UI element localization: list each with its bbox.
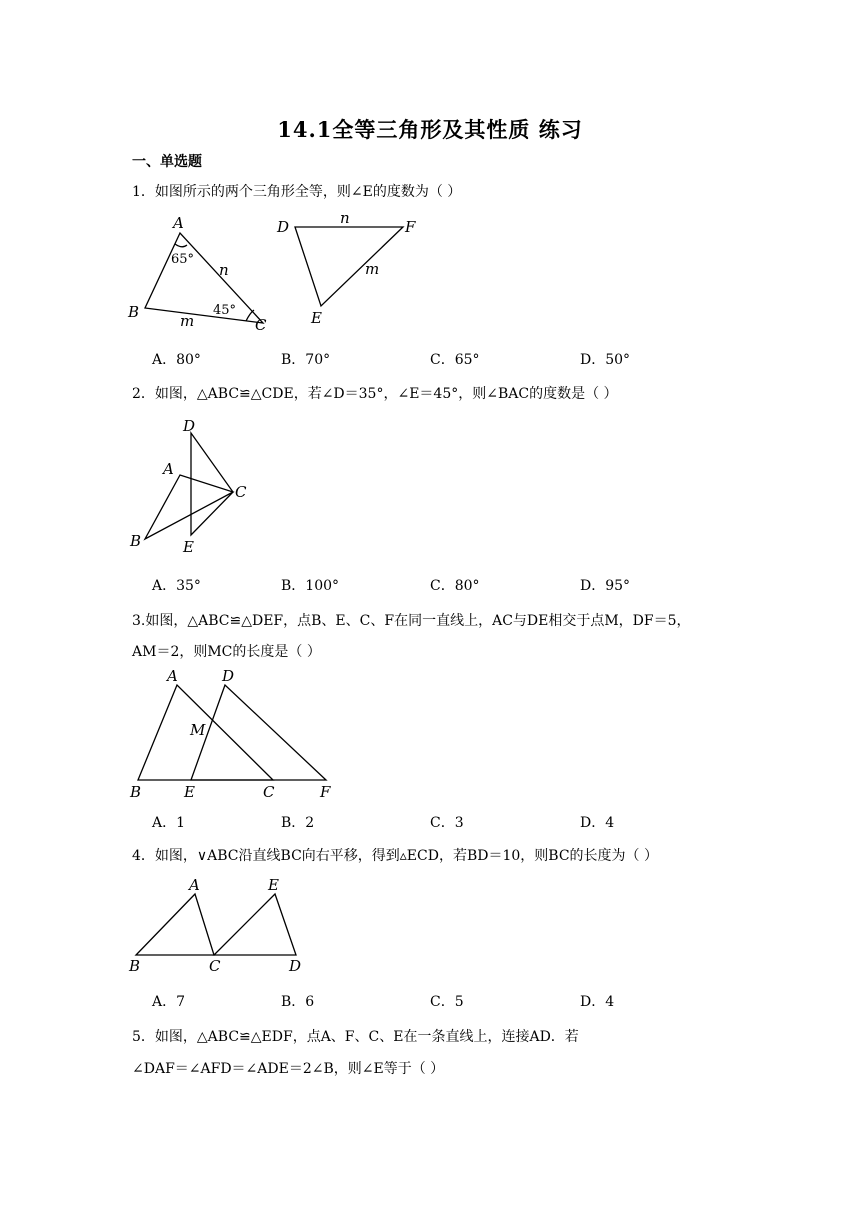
question-2-figure — [125, 415, 265, 560]
vertex-e-label: E — [268, 876, 279, 894]
triangle-cde — [191, 433, 233, 535]
question-3-option-a: A．1 — [152, 815, 186, 831]
question-3-option-c: C．3 — [430, 815, 464, 831]
question-4-option-a: A．7 — [152, 994, 186, 1010]
question-1-option-c: C．65° — [430, 352, 480, 368]
angle-a-arc — [175, 244, 187, 247]
vertex-d-label: D — [277, 218, 290, 236]
question-2-option-c: C．80° — [430, 578, 480, 594]
question-2-option-a: A．35° — [152, 578, 201, 594]
question-1-option-b: B．70° — [281, 352, 331, 368]
triangle-abc — [145, 475, 233, 539]
vertex-b-label: B — [130, 532, 142, 550]
vertex-a-label: A — [173, 214, 184, 232]
question-3-option-d: D．4 — [580, 815, 615, 831]
vertex-e-label: E — [311, 309, 322, 327]
triangle-abc — [145, 233, 263, 323]
section-heading: 一、单选题 — [132, 154, 202, 170]
vertex-b-label: B — [129, 957, 141, 975]
vertex-d-label: D — [289, 957, 302, 975]
vertex-a-label: A — [189, 876, 200, 894]
question-2-option-b: B．100° — [281, 578, 340, 594]
triangle-abc — [138, 685, 273, 780]
vertex-e-label: E — [183, 538, 194, 556]
angle-c-arc — [246, 310, 254, 321]
angle-65-label: 65° — [171, 252, 195, 267]
vertex-d-label: D — [222, 667, 235, 685]
vertex-c-label: C — [209, 957, 221, 975]
vertex-f-label: F — [405, 218, 416, 236]
question-4-figure — [125, 870, 315, 980]
question-3-option-b: B．2 — [281, 815, 315, 831]
triangle-def — [295, 227, 403, 306]
question-3-stem-line2: AM＝2，则MC的长度是（ ） — [132, 644, 321, 660]
question-1-figure — [125, 205, 425, 335]
side-m-label-2: m — [365, 260, 380, 278]
vertex-d-label: D — [183, 417, 196, 435]
vertex-c-label: C — [235, 483, 247, 501]
side-m-label: m — [180, 312, 195, 330]
angle-45-label: 45° — [213, 303, 237, 318]
vertex-c-label: C — [255, 316, 267, 334]
question-2-option-d: D．95° — [580, 578, 631, 594]
question-2-stem: 2．如图，△ABC≌△CDE，若∠D＝35°，∠E＝45°，则∠BAC的度数是（ ） — [132, 386, 618, 402]
side-n-label-2: n — [340, 209, 350, 227]
side-n-label: n — [219, 261, 229, 279]
question-4-option-d: D．4 — [580, 994, 615, 1010]
vertex-c-label: C — [263, 783, 275, 801]
question-1-option-d: D．50° — [580, 352, 631, 368]
vertex-a-label: A — [163, 460, 174, 478]
question-5-stem-line1: 5．如图，△ABC≌△EDF，点A、F、C、E在一条直线上，连接AD．若 — [132, 1029, 579, 1045]
point-m-label: M — [190, 721, 206, 739]
question-4-option-c: C．5 — [430, 994, 464, 1010]
question-3-figure — [125, 665, 345, 805]
question-1-stem: 1．如图所示的两个三角形全等，则∠E的度数为（ ） — [132, 184, 462, 200]
page-title: 14.1全等三角形及其性质 练习 — [277, 117, 583, 142]
triangle-abc — [136, 894, 214, 955]
vertex-b-label: B — [128, 303, 140, 321]
question-1-option-a: A．80° — [152, 352, 201, 368]
question-3-stem-line1: 3.如图，△ABC≌△DEF，点B、E、C、F在同一直线上，AC与DE相交于点M，DF＝5， — [132, 613, 691, 629]
question-4-stem: 4．如图，∨ABC沿直线BC向右平移，得到▵ECD，若BD＝10，则BC的长度为（ ） — [132, 848, 659, 864]
triangle-ecd — [214, 894, 296, 955]
vertex-b-label: B — [130, 783, 142, 801]
question-5-stem-line2: ∠DAF＝∠AFD＝∠ADE＝2∠B，则∠E等于（ ） — [132, 1061, 445, 1077]
vertex-a-label: A — [167, 667, 178, 685]
vertex-f-label: F — [320, 783, 331, 801]
question-4-option-b: B．6 — [281, 994, 315, 1010]
vertex-e-label: E — [184, 783, 195, 801]
